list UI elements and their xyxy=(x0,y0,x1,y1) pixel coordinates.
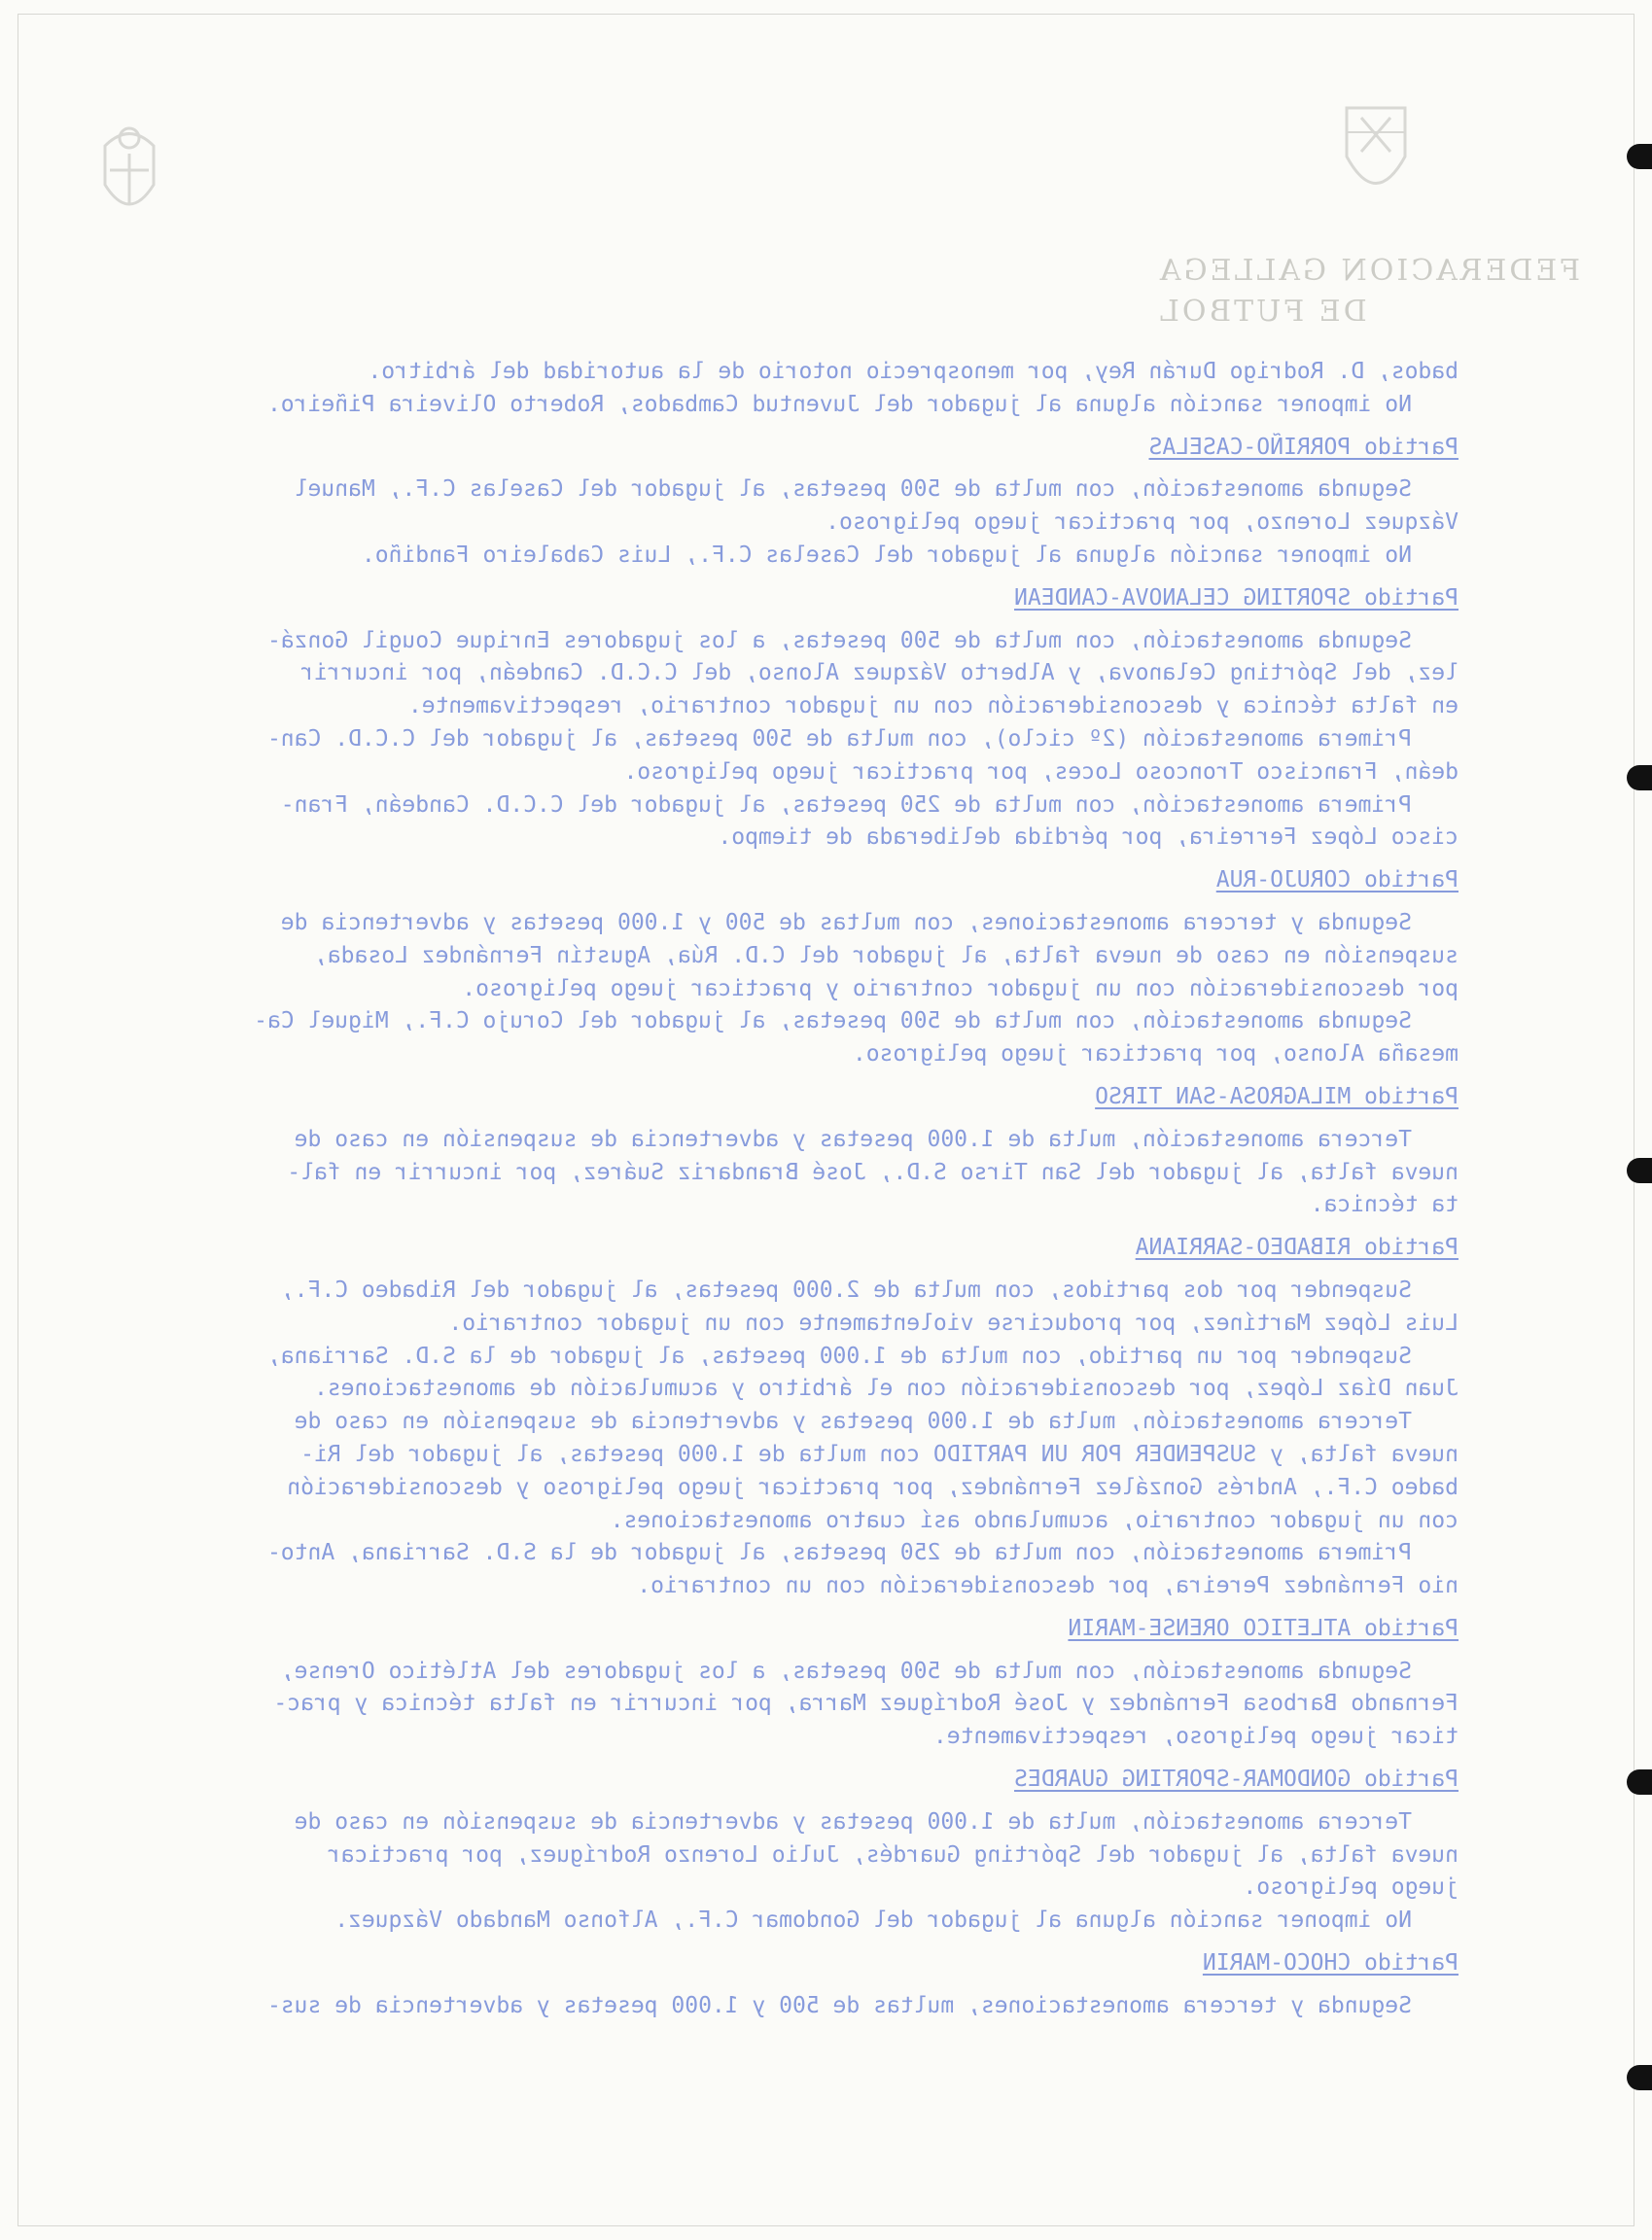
document-line: suspensión en caso de nueva falta, al jugador del C.D. Rúa, Agustín Fernández Losada, xyxy=(313,942,1459,968)
letterhead-line-2: DE FUTBOL xyxy=(1157,295,1367,329)
mirrored-show-through-text xyxy=(88,356,1459,2023)
match-heading: Partido PORRIÑO-CASELAS xyxy=(1148,434,1459,460)
document-line: Primera amonestación, con multa de 250 pesetas, al jugador del C.C.D. Candeán, Fran- xyxy=(280,791,1412,818)
document-line: Segunda amonestación, con multa de 500 pesetas, al jugador del Corujo C.F., Miguel Ca- xyxy=(254,1008,1412,1034)
document-line: mesaña Alonso, por practicar juego peligroso. xyxy=(852,1041,1459,1068)
document-line: Tercera amonestación, multa de 1.000 pesetas y advertencia de suspensión en caso de xyxy=(294,1808,1412,1835)
document-line: Vázquez Lorenzo, por practicar juego peligroso. xyxy=(826,509,1459,536)
federation-crest-watermark-left xyxy=(86,117,173,233)
document-line: en falta técnica y desconsideración con un jugador contrario, respectivamente. xyxy=(407,693,1459,719)
document-line: deán, Francisco Troncoso Loces, por practicar juego peligroso. xyxy=(623,758,1459,785)
letterhead-line-1: FEDERACION GALLEGA xyxy=(1157,254,1581,288)
binder-hole-2 xyxy=(1627,765,1652,790)
document-line: Segunda amonestación, con multa de 500 pesetas, a los jugadores Enrique Cougil Gonzá- xyxy=(266,627,1412,653)
document-line: bados, D. Rodrigo Durán Rey, por menosprecio notorio de la autoridad del árbitro. xyxy=(368,359,1459,384)
document-line: No imponer sanción alguna al jugador del Caselas C.F., Luis Cabaleiro Fandiño. xyxy=(361,542,1412,568)
document-line: Segunda amonestación, con multa de 500 pesetas, al jugador del Caselas C.F., Manuel xyxy=(294,476,1412,503)
document-line: por desconsideración con un jugador contrario y practicar juego peligroso. xyxy=(462,975,1459,1001)
document-line: Segunda amonestación, con multa de 500 pesetas, a los jugadores del Atlético Orense, xyxy=(280,1658,1412,1684)
document-line: ta técnica. xyxy=(1310,1192,1459,1218)
document-line: nueva falta, al jugador del San Tirso S.D., José Brandariz Suárez, por incurrir en fal- xyxy=(287,1159,1459,1185)
document-line: nueva falta, al jugador del Spórting Guardés, Julio Lorenzo Rodríguez, por practicar xyxy=(327,1841,1459,1868)
document-line: Tercera amonestación, multa de 1.000 pesetas y advertencia de suspensión en caso de xyxy=(294,1126,1412,1152)
match-heading: Partido CORUJO-RUA xyxy=(1215,867,1459,893)
document-line: Juan Díaz López, por desconsideración con el árbitro y acumulación de amonestaciones. xyxy=(313,1376,1459,1402)
document-line: nio Fernández Pereira, por desconsideración con un contrario. xyxy=(637,1573,1459,1599)
document-line: con un jugador contrario, acumulando así cuatro amonestaciones. xyxy=(610,1507,1459,1533)
document-line: Segunda y tercera amonestaciones, multas de 500 y 1.000 pesetas y advertencia de sus- xyxy=(266,1992,1412,2018)
document-line: No imponer sanción alguna al jugador del Gondomar C.F., Alfonso Mandado Vázquez. xyxy=(334,1908,1412,1934)
match-heading: Partido MILAGROSA-SAN TIRSO xyxy=(1095,1083,1459,1109)
match-heading: Partido SPORTING CELANOVA-CANDEAN xyxy=(1014,584,1459,611)
document-line: lez, del Spórting Celanova, y Alberto Vázquez Alonso, del C.C.D. Candeán, por incurrir xyxy=(300,660,1459,686)
match-heading: Partido CHOCO-MARIN xyxy=(1202,1950,1459,1977)
match-heading: Partido GONDOMAR-SPORTING GUARDES xyxy=(1014,1767,1459,1793)
binder-hole-5 xyxy=(1627,2065,1652,2090)
match-heading: Partido RIBADEO-SARRIANA xyxy=(1135,1235,1459,1261)
binder-hole-4 xyxy=(1627,1769,1652,1795)
match-heading: Partido ATLETICO ORENSE-MARIN xyxy=(1068,1615,1459,1641)
document-line: Tercera amonestación, multa de 1.000 pesetas y advertencia de suspensión en caso de xyxy=(294,1409,1412,1435)
document-line: Primera amonestación (2º ciclo), con multa de 500 pesetas, al jugador del C.C.D. Can- xyxy=(266,725,1412,752)
letterhead-show-through xyxy=(1157,251,1585,332)
document-line: Luis López Martínez, por producirse violentamente con un jugador contrario. xyxy=(448,1310,1459,1336)
document-line: Suspender por dos partidos, con multa de 2.000 pesetas, al jugador del Ribadeo C.F., xyxy=(280,1277,1412,1303)
binder-hole-3 xyxy=(1627,1158,1652,1183)
document-line: juego peligroso. xyxy=(1243,1874,1459,1901)
document-line: Primera amonestación, con multa de 250 pesetas, al jugador de la S.D. Sarriana, Anto- xyxy=(266,1540,1412,1566)
document-line: Segunda y tercera amonestaciones, con multas de 500 y 1.000 pesetas y advertencia de xyxy=(280,909,1412,935)
federation-crest-watermark-right xyxy=(1332,93,1420,210)
document-line: Suspender por un partido, con multa de 1.000 pesetas, al jugador de la S.D. Sarriana, xyxy=(266,1343,1412,1369)
document-line: Fernando Barbosa Fernández y José Rodríguez Marra, por incurrir en falta técnica y prac- xyxy=(273,1691,1459,1717)
document-line: nueva falta, y SUSPENDER POR UN PARTIDO con multa de 1.000 pesetas, al jugador del Ri- xyxy=(300,1441,1459,1467)
document-line: cisco López Ferreira, por pérdida deliberada de tiempo. xyxy=(718,824,1459,851)
document-line: badeo C.F., Andrés González Fernández, por practicar juego peligroso y desconsideración xyxy=(287,1474,1459,1500)
binder-hole-1 xyxy=(1627,144,1652,169)
document-line: ticar juego peligroso, respectivamente. xyxy=(932,1724,1459,1750)
document-line: No imponer sanción alguna al jugador del Juventud Cambados, Roberto Oliveira Piñeiro. xyxy=(266,391,1412,417)
